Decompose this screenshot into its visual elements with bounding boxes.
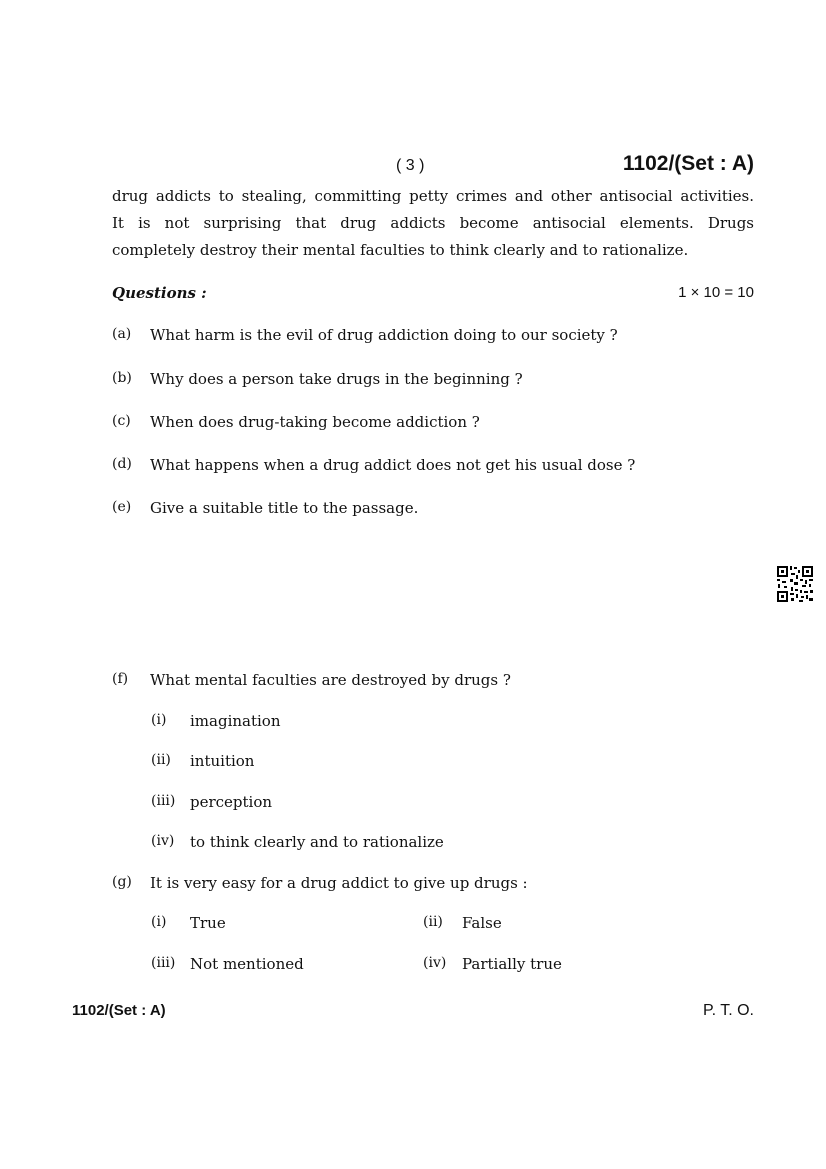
question-label: (f)	[112, 671, 129, 687]
option-text: Not mentioned	[190, 955, 304, 973]
option-g-i	[151, 914, 226, 932]
option-text: intuition	[190, 752, 255, 770]
question-text: When does drug-taking become addiction ?	[150, 413, 480, 431]
option-f-iii	[151, 793, 272, 811]
question-label: (b)	[112, 370, 132, 386]
question-a	[112, 326, 618, 344]
option-text: False	[462, 914, 502, 932]
qr-code-icon	[776, 565, 814, 603]
question-c	[112, 413, 480, 431]
question-e	[112, 499, 418, 517]
question-text: What mental faculties are destroyed by drugs ?	[150, 671, 511, 689]
option-f-i	[151, 712, 280, 730]
option-label: (ii)	[151, 752, 171, 768]
question-b	[112, 370, 523, 388]
question-g	[112, 874, 528, 892]
question-label: (e)	[112, 499, 132, 515]
option-label: (iii)	[151, 793, 176, 809]
option-label: (i)	[151, 712, 167, 728]
option-g-iii	[151, 955, 304, 973]
question-label: (a)	[112, 326, 132, 342]
question-label: (g)	[112, 874, 132, 890]
option-text: to think clearly and to rationalize	[190, 833, 444, 851]
marks-allocation: 1 × 10 = 10	[678, 284, 754, 301]
question-d	[112, 456, 635, 474]
option-label: (iii)	[151, 955, 176, 971]
question-text: Why does a person take drugs in the beginning ?	[150, 370, 523, 388]
questions-heading: Questions :	[112, 284, 207, 302]
option-text: perception	[190, 793, 273, 811]
passage-line: It is not surprising that drug addicts become antisocial elements. Drugs	[112, 214, 754, 232]
question-label: (c)	[112, 413, 131, 429]
question-text: It is very easy for a drug addict to give up drugs :	[150, 874, 528, 892]
question-text: Give a suitable title to the passage.	[150, 499, 419, 517]
option-f-iv	[151, 833, 444, 851]
passage-line: completely destroy their mental faculties to think clearly and to rationalize.	[112, 241, 689, 259]
page-number: ( 3 )	[396, 157, 425, 174]
option-label: (iv)	[423, 955, 447, 971]
option-f-ii	[151, 752, 254, 770]
option-text: True	[190, 914, 226, 932]
passage-line: drug addicts to stealing, committing petty crimes and other antisocial activities.	[112, 187, 754, 205]
option-label: (ii)	[423, 914, 443, 930]
option-g-iv	[423, 955, 562, 973]
pto-label: P. T. O.	[703, 1002, 754, 1019]
option-text: Partially true	[462, 955, 562, 973]
question-text: What happens when a drug addict does not get his usual dose ?	[150, 456, 636, 474]
option-label: (i)	[151, 914, 167, 930]
question-f	[112, 671, 511, 689]
option-label: (iv)	[151, 833, 175, 849]
passage	[112, 183, 754, 264]
question-text: What harm is the evil of drug addiction doing to our society ?	[150, 326, 618, 344]
paper-code-header: 1102/(Set : A)	[622, 152, 754, 175]
option-g-ii	[423, 914, 502, 932]
option-text: imagination	[190, 712, 281, 730]
question-label: (d)	[112, 456, 132, 472]
paper-code-footer: 1102/(Set : A)	[72, 1002, 166, 1019]
